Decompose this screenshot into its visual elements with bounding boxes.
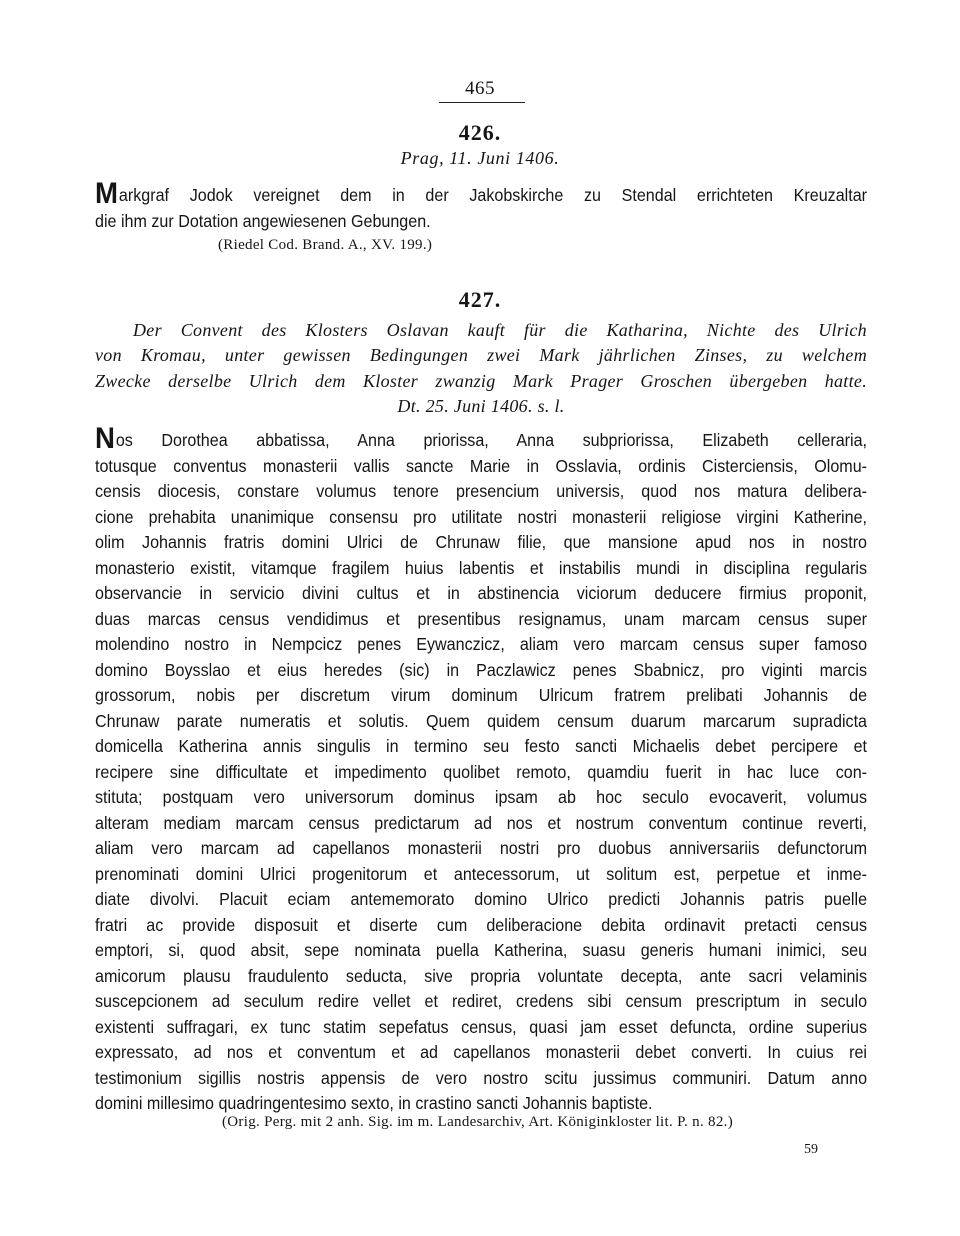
doc427-regest-line: Zwecke derselbe Ulrich dem Kloster zwanzig Mark Prager Groschen übergeben hatte.	[95, 370, 867, 391]
doc427-text-line: alteram mediam marcam census predictarum ad nos et nostrum conventum continue reverti,	[95, 812, 868, 833]
doc427-text-line: recipere sine difficultate et impedimento quolibet remoto, quamdiu fuerit in hac luce con-	[95, 761, 868, 782]
doc427-text-line: duas marcas census vendidimus et presentibus resignamus, unam marcam census super	[95, 608, 868, 629]
doc427-text-line: emptori, si, quod absit, sepe nominata puella Katherina, suasu generis humani inimici, seu	[95, 940, 868, 960]
doc427-text-line: expressato, ad nos et conventum et ad capellanos monasterii debet converti. In cuius rei	[95, 1042, 868, 1062]
doc426-regest	[95, 177, 868, 234]
doc427-text-line: domicella Katherina annis singulis in termino seu festo sancti Michaelis debet percipere et	[95, 736, 868, 756]
doc427-text-line: domini millesimo quadringentesimo sexto, in crastino sancti Johannis baptiste.	[95, 1093, 653, 1113]
doc427-text-line: testimonium sigillis nostris appensis de vero nostro scitu jussimus communiri. Datum anno	[95, 1067, 868, 1088]
signature-mark: 59	[804, 1142, 818, 1157]
doc426-source: (Riedel Cod. Brand. A., XV. 199.)	[218, 237, 433, 253]
doc427-text-line: Nos Dorothea abbatissa, Anna priorissa, Anna subpriorissa, Elizabeth celleraria,	[95, 422, 868, 455]
page-number: 465	[465, 78, 495, 99]
doc427-text-line: censis diocesis, constare volumus tenore presencium universis, quod nos matura delibera-	[95, 481, 868, 501]
doc427-text-line: existenti suffragari, ex tunc statim sepefatus census, quasi jam esset defuncta, ordine superius	[95, 1016, 868, 1037]
doc427-regest-line: Der Convent des Klosters Oslavan kauft für die Katharina, Nichte des Ulrich	[133, 320, 867, 340]
doc427-text-line: amicorum plausu fraudulento seducta, sive propria voluntate decepta, ante sacri velaminis	[95, 965, 868, 986]
doc426-regest-line: die ihm zur Dotation angewiesenen Gebungen.	[95, 210, 431, 231]
doc426-initial: M	[95, 177, 118, 210]
doc427-text-line: prenominati domini Ulrici progenitorum et antecessorum, ut solitum est, perpetue et inme-	[95, 863, 868, 884]
doc427-text-line: molendino nostro in Nempcicz penes Eywanczicz, aliam vero marcam census super famoso	[95, 634, 868, 654]
doc427-text-line: aliam vero marcam ad capellanos monasterii nostri pro duobus anniversariis defunctorum	[95, 838, 868, 858]
doc427-text-line: totusque conventus monasterii vallis sancte Marie in Osslavia, ordinis Cisterciensis, Olomu-	[95, 455, 868, 476]
header-rule	[439, 102, 525, 103]
doc427-number: 427.	[458, 287, 502, 312]
doc427-regest-line: von Kromau, unter gewissen Bedingungen zwei Mark jährlichen Zinses, zu welchem	[95, 345, 867, 365]
doc427-text-line: stituta; postquam vero universorum dominus ipsam ab hoc seculo evocaverit, volumus	[95, 787, 868, 807]
doc427-text-line: diate divolvi. Placuit eciam antememorato domino Ulrico predicti Johannis patris puelle	[95, 889, 868, 909]
doc427-regest	[95, 343, 867, 420]
doc426-place-date: Prag, 11. Juni 1406.	[400, 148, 560, 168]
doc427-text-line: observancie in servicio divini cultus et in abstinencia viciorum deducere firmius proponit,	[95, 583, 868, 603]
doc426-regest-line: Markgraf Jodok vereignet dem in der Jakobskirche zu Stendal errichteten Kreuzaltar	[95, 177, 868, 210]
doc427-source: (Orig. Perg. mit 2 anh. Sig. im m. Landesarchiv, Art. Königinkloster lit. P. n. 82.)	[222, 1114, 733, 1130]
doc426-number: 426.	[458, 120, 502, 145]
doc427-text-line: suscepcionem ad seculum redire vellet et rediret, credens sibi censum prescriptum in seculo	[95, 991, 868, 1011]
doc427-regest	[133, 318, 867, 344]
doc427-text-line: olim Johannis fratris domini Ulrici de Chrunaw filie, que mansione apud nos in nostro	[95, 532, 868, 552]
doc427-text-line: grossorum, nobis per discretum virum dominum Ulricum fratrem prelibati Johannis de	[95, 685, 868, 705]
doc427-date: Dt. 25. Juni 1406. s. l.	[397, 396, 565, 416]
doc427-initial: N	[95, 422, 115, 455]
doc427-text	[95, 422, 868, 1117]
doc427-text-line: domino Boysslao et eius heredes (sic) in Paczlawicz penes Sbabnicz, pro viginti marcis	[95, 659, 868, 680]
doc427-text-line: fratri ac provide disposuit et diserte cum deliberacione debita ordinavit pretacti census	[95, 914, 868, 935]
doc427-text-line: monasterio existit, vitamque fragilem huius labentis et instabilis mundi in disciplina regularis	[95, 557, 868, 578]
doc427-text-line: Chrunaw parate numeratis et solutis. Quem quidem censum duarum marcarum supradicta	[95, 710, 868, 731]
doc427-text-line: cione prehabita unanimique consensu pro utilitate nostri monasterii religiose virgini Katherine,	[95, 506, 868, 527]
